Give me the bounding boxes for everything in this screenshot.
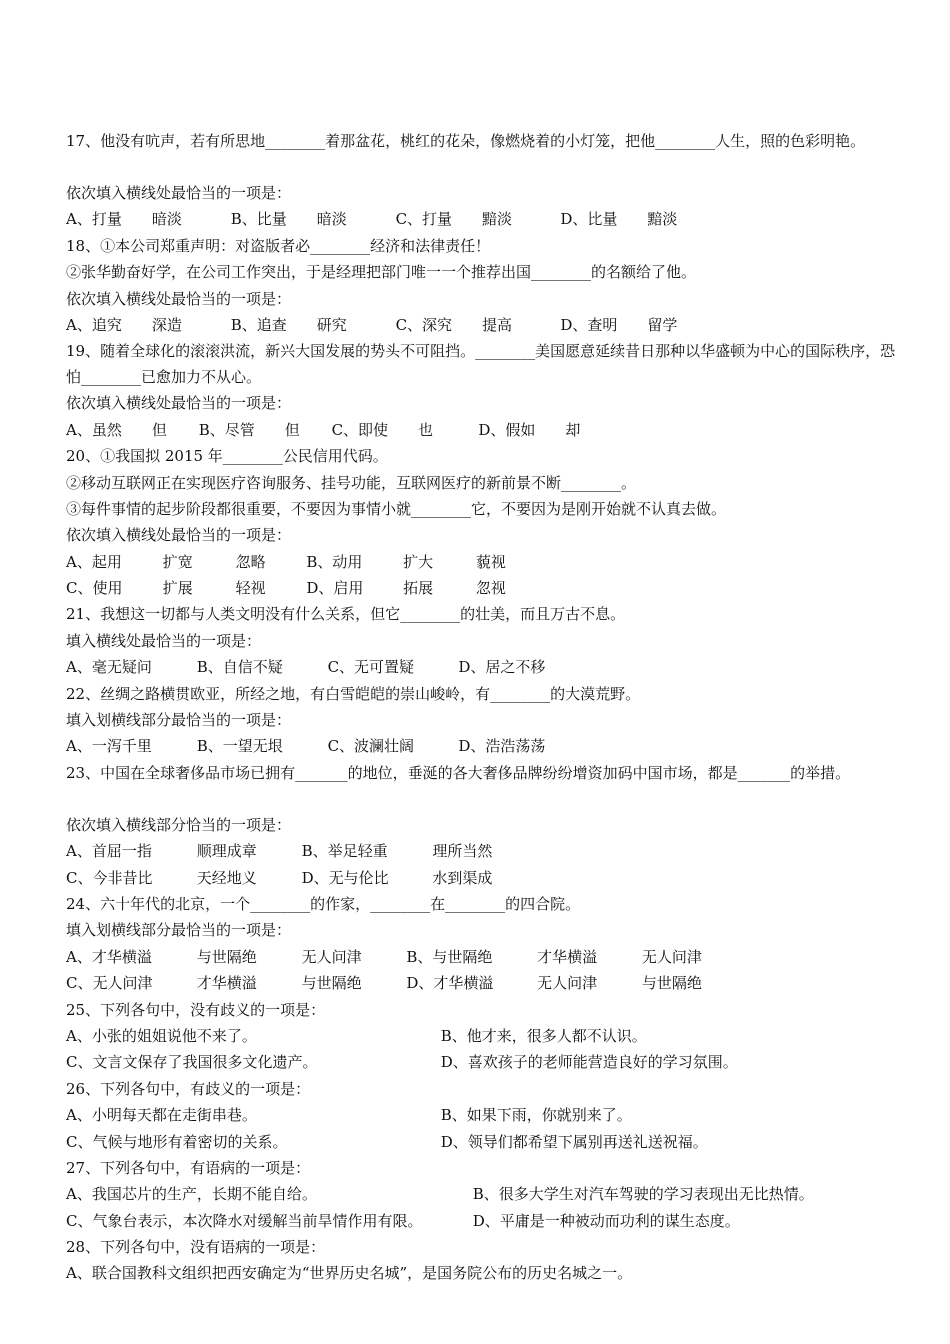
option-d[interactable]: D、居之不移 bbox=[458, 658, 546, 677]
question-27-stem: 27、下列各句中，有语病的一项是： bbox=[66, 1158, 311, 1177]
option-d-word-2: 无人问津 bbox=[537, 974, 598, 993]
question-27-row-2 bbox=[66, 1208, 896, 1234]
option-b[interactable]: B、他才来，很多人都不认识。 bbox=[440, 1026, 647, 1045]
question-26-row-1 bbox=[66, 1102, 896, 1128]
question-20-prompt: 依次填入横线处最恰当的一项是： bbox=[66, 526, 292, 545]
option-a[interactable]: A、小张的姐姐说他不来了。 bbox=[66, 1026, 257, 1045]
option-d[interactable]: D、领导们都希望下属别再送礼送祝福。 bbox=[440, 1132, 708, 1151]
option-d-word-2: 水到渠成 bbox=[432, 868, 493, 887]
option-c-word-3: 轻视 bbox=[235, 579, 266, 598]
question-21-prompt: 填入横线处最恰当的一项是： bbox=[66, 631, 262, 650]
option-a-word-2: 顺理成章 bbox=[196, 842, 257, 861]
option-c-word-3: 与世隔绝 bbox=[301, 974, 362, 993]
option-b[interactable]: B、一望无垠 bbox=[196, 737, 283, 756]
option-b[interactable]: B、尽管 但 bbox=[198, 420, 300, 439]
option-a[interactable]: A、虽然 但 bbox=[66, 420, 167, 439]
option-d-word-3: 与世隔绝 bbox=[641, 974, 702, 993]
option-d[interactable]: D、浩浩荡荡 bbox=[458, 737, 546, 756]
question-24-row-2 bbox=[66, 970, 896, 996]
question-26-stem: 26、下列各句中，有歧义的一项是： bbox=[66, 1079, 311, 1098]
option-b[interactable]: B、与世隔绝 bbox=[406, 947, 493, 966]
question-19-options bbox=[66, 417, 896, 443]
option-a[interactable]: A、毫无疑问 bbox=[66, 658, 152, 677]
option-c[interactable]: C、气象台表示，本次降水对缓解当前旱情作用有限。 bbox=[66, 1211, 423, 1230]
question-20-row-2 bbox=[66, 575, 896, 601]
question-28-option-a[interactable]: A、联合国教科文组织把西安确定为“世界历史名城”，是国务院公布的历史名城之一。 bbox=[66, 1264, 633, 1283]
question-21-stem: 21、我想这一切都与人类文明没有什么关系，但它________的壮美，而且万古不息。 bbox=[66, 605, 626, 624]
option-d[interactable]: D、喜欢孩子的老师能营造良好的学习氛围。 bbox=[440, 1053, 738, 1072]
option-d[interactable]: D、启用 bbox=[306, 579, 364, 598]
question-23-prompt: 依次填入横线部分恰当的一项是： bbox=[66, 815, 292, 834]
option-a[interactable]: A、首屈一指 bbox=[66, 842, 152, 861]
option-c-word-2: 才华横溢 bbox=[196, 974, 257, 993]
option-b[interactable]: B、动用 bbox=[306, 552, 363, 571]
option-d[interactable]: D、查明 留学 bbox=[560, 315, 678, 334]
option-b[interactable]: B、自信不疑 bbox=[196, 658, 283, 677]
question-18-stem: 18、①本公司郑重声明：对盗版者必________经济和法律责任！ bbox=[66, 236, 491, 255]
question-20-stem-2: ②移动互联网正在实现医疗咨询服务、挂号功能，互联网医疗的新前景不断________。 bbox=[66, 473, 637, 492]
option-a-word-3: 无人问津 bbox=[301, 947, 362, 966]
question-25-row-2 bbox=[66, 1049, 896, 1075]
question-21-options bbox=[66, 654, 896, 680]
question-18-options bbox=[66, 312, 896, 338]
option-a-word-3: 忽略 bbox=[235, 552, 266, 571]
question-17-options bbox=[66, 206, 896, 232]
option-a[interactable]: A、小明每天都在走街串巷。 bbox=[66, 1106, 257, 1125]
question-26-row-2 bbox=[66, 1129, 896, 1155]
option-a[interactable]: A、一泻千里 bbox=[66, 737, 152, 756]
option-c[interactable]: C、气候与地形有着密切的关系。 bbox=[66, 1132, 288, 1151]
option-c[interactable]: C、无可置疑 bbox=[327, 658, 415, 677]
option-c-word-2: 扩展 bbox=[162, 579, 193, 598]
option-b-word-2: 扩大 bbox=[403, 552, 434, 571]
option-a-word-2: 扩宽 bbox=[162, 552, 193, 571]
question-20-stem-3: ③每件事情的起步阶段都很重要，不要因为事情小就________它，不要因为是刚开始就不认真去做。 bbox=[66, 499, 727, 518]
option-b-word-3: 无人问津 bbox=[641, 947, 702, 966]
option-c[interactable]: C、打量 黯淡 bbox=[395, 210, 513, 229]
question-25-row-1 bbox=[66, 1023, 896, 1049]
question-23-stem: 23、中国在全球奢侈品市场已拥有_______的地位，垂涎的各大奢侈品牌纷纷增资加码中国市场，都是_______的举措。 bbox=[66, 763, 851, 782]
option-a[interactable]: A、我国芯片的生产，长期不能自给。 bbox=[66, 1185, 317, 1204]
option-b[interactable]: B、比量 暗淡 bbox=[230, 210, 347, 229]
question-18-prompt: 依次填入横线处最恰当的一项是： bbox=[66, 289, 292, 308]
option-b-word-3: 藐视 bbox=[475, 552, 506, 571]
question-23-row-2 bbox=[66, 865, 896, 891]
option-d[interactable]: D、才华横溢 bbox=[406, 974, 494, 993]
option-c[interactable]: C、深究 提高 bbox=[395, 315, 513, 334]
question-19-stem: 19、随着全球化的滚滚洪流，新兴大国发展的势头不可阻挡。________美国愿意延续昔日那种以华盛顿为中心的国际秩序，恐怕________已愈加力不从心。 bbox=[66, 342, 896, 387]
option-b[interactable]: B、很多大学生对汽车驾驶的学习表现出无比热情。 bbox=[472, 1185, 814, 1204]
question-24-prompt: 填入划横线部分最恰当的一项是： bbox=[66, 921, 292, 940]
option-d-word-2: 拓展 bbox=[403, 579, 434, 598]
question-27-row-1 bbox=[66, 1181, 896, 1207]
question-17-stem: 17、他没有吭声，若有所思地________着那盆花，桃红的花朵，像燃烧着的小灯笼，把他________人生，照的色彩明艳。 bbox=[66, 132, 866, 150]
question-24-row-1 bbox=[66, 944, 896, 970]
question-18-stem-2: ②张华勤奋好学，在公司工作突出，于是经理把部门唯一一个推荐出国________的名额给了他。 bbox=[66, 263, 697, 282]
question-24-stem: 24、六十年代的北京，一个________的作家，________在________的四合院。 bbox=[66, 894, 581, 913]
option-c[interactable]: C、无人问津 bbox=[66, 974, 153, 993]
question-19-prompt: 依次填入横线处最恰当的一项是： bbox=[66, 394, 292, 413]
question-17-prompt: 依次填入横线处最恰当的一项是： bbox=[66, 184, 292, 202]
option-d[interactable]: D、无与伦比 bbox=[301, 868, 389, 887]
exam-page bbox=[66, 128, 896, 1287]
option-d[interactable]: D、假如 却 bbox=[478, 420, 581, 439]
question-22-stem: 22、丝绸之路横贯欧亚，所经之地，有白雪皑皑的崇山峻岭，有________的大漠荒野。 bbox=[66, 684, 641, 703]
option-a[interactable]: A、追究 深造 bbox=[66, 315, 182, 334]
option-d-word-3: 忽视 bbox=[475, 579, 506, 598]
question-25-stem: 25、下列各句中，没有歧义的一项是： bbox=[66, 1000, 326, 1019]
option-c[interactable]: C、波澜壮阔 bbox=[327, 737, 415, 756]
option-b-word-2: 才华横溢 bbox=[537, 947, 598, 966]
question-20-row-1 bbox=[66, 549, 896, 575]
option-b[interactable]: B、举足轻重 bbox=[301, 842, 388, 861]
option-c[interactable]: C、今非昔比 bbox=[66, 868, 153, 887]
question-28-stem: 28、下列各句中，没有语病的一项是： bbox=[66, 1238, 326, 1257]
question-22-options bbox=[66, 733, 896, 759]
option-a-word-2: 与世隔绝 bbox=[196, 947, 257, 966]
question-22-prompt: 填入划横线部分最恰当的一项是： bbox=[66, 711, 292, 730]
option-c-word-2: 天经地义 bbox=[196, 868, 257, 887]
option-a[interactable]: A、打量 暗淡 bbox=[66, 210, 182, 229]
option-d[interactable]: D、比量 黯淡 bbox=[560, 210, 678, 229]
option-c[interactable]: C、使用 bbox=[66, 579, 123, 598]
option-a[interactable]: A、起用 bbox=[66, 552, 122, 571]
option-d[interactable]: D、平庸是一种被动而功利的谋生态度。 bbox=[472, 1211, 740, 1230]
question-20-stem: 20、①我国拟 2015 年________公民信用代码。 bbox=[66, 447, 388, 466]
option-a[interactable]: A、才华横溢 bbox=[66, 947, 152, 966]
question-23-row-1 bbox=[66, 838, 896, 864]
option-b[interactable]: B、如果下雨，你就别来了。 bbox=[440, 1106, 632, 1125]
option-c[interactable]: C、文言文保存了我国很多文化遗产。 bbox=[66, 1053, 318, 1072]
option-b-word-2: 理所当然 bbox=[432, 842, 493, 861]
option-c[interactable]: C、即使 也 bbox=[331, 420, 434, 439]
option-b[interactable]: B、追查 研究 bbox=[230, 315, 347, 334]
